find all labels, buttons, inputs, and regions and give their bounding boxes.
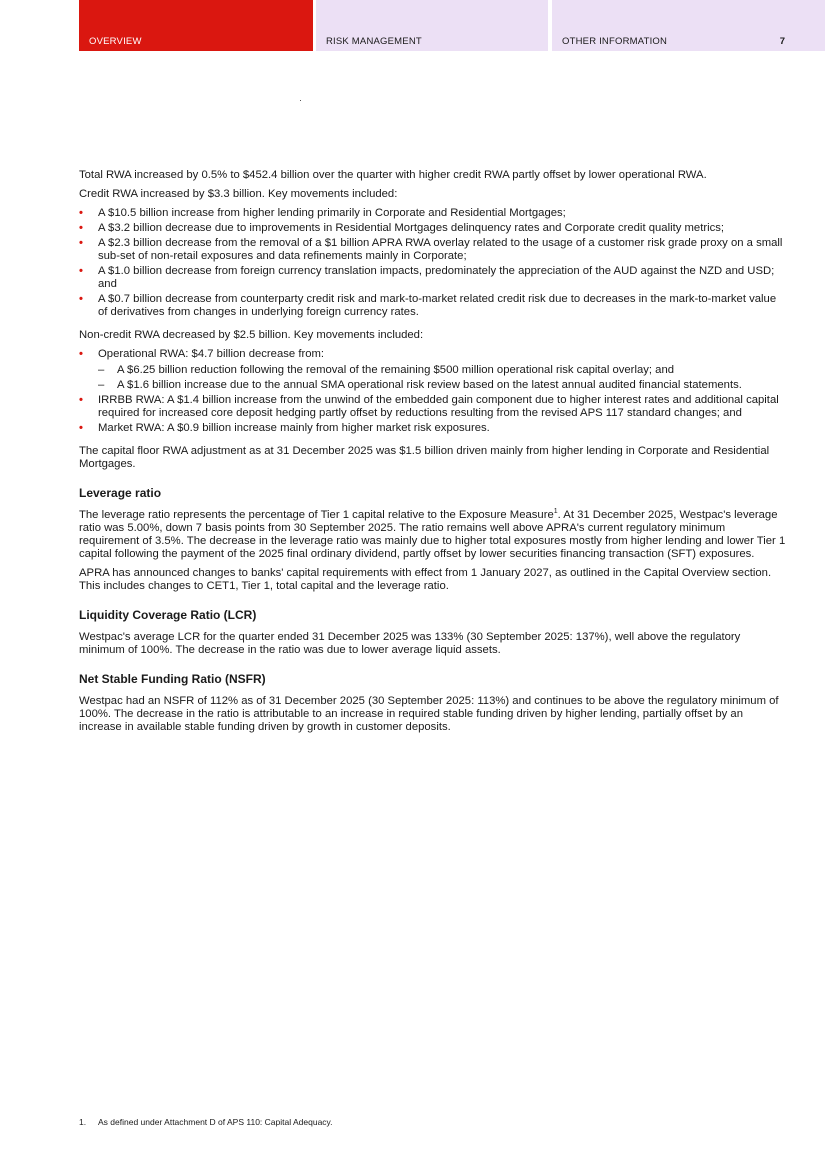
non-credit-list [79,348,787,435]
operational-sub-list [98,364,787,392]
list-item [79,237,787,263]
footnote-text: As defined under Attachment D of APS 110: Capital Adequacy. [98,1117,333,1127]
dash-icon: – [98,364,105,376]
tab-risk-management[interactable]: RISK MANAGEMENT [316,0,548,51]
intro-paragraph: Total RWA increased by 0.5% to $452.4 billion over the quarter with higher credit RWA partly offset by lower operational RWA. [79,169,707,181]
tab-other-information-label: OTHER INFORMATION [562,36,668,47]
market-rwa-text: Market RWA: A $0.9 billion increase mainly from higher market risk exposures. [98,422,490,434]
list-item [79,293,787,319]
bullet-icon: • [79,394,83,406]
bullet-icon: • [79,293,83,305]
leverage-heading: Leverage ratio [79,486,162,500]
nsfr-paragraph: Westpac had an NSFR of 112% as of 31 December 2025 (30 September 2025: 113%) and continues to be above the regulatory minimum of 100%. The decrease in the ratio is attributable to an increase in required stable funding driven by higher lending, partially offset by an increase in available stable funding driven by growth in customer deposits. [79,695,779,733]
irrbb-rwa-text: IRRBB RWA: A $1.4 billion increase from the unwind of the embedded gain component due to higher interest rates and additional capital required for increased core deposit hedging partly offset by reductions resulting from the revised APS 117 standard changes; and [98,394,779,419]
list-item [79,422,787,435]
footnote-number: 1. [79,1117,87,1127]
non-credit-lead: Non-credit RWA decreased by $2.5 billion. Key movements included: [79,329,424,341]
leverage-paragraph-1 [79,509,787,561]
sub-list-item-text: A $6.25 billion reduction following the removal of the remaining $500 million operational risk capital overlay; and [117,364,675,376]
leverage-text-end: . At 31 December 2025, Westpac's leverage ratio was 5.00%, down 7 basis points from 30 September 2025. The ratio remains well above APRA's current regulatory minimum requirement of 3.5%. The decrease in the leverage ratio was mainly due to higher total exposures mostly from higher lending and lower Tier 1 capital following the payment of the 2025 final ordinary dividend, partly offset by lower securities financing transaction (SFT) exposures. [79,509,786,560]
list-item [79,265,787,291]
page-number: 7 [779,36,785,47]
list-item-text: A $10.5 billion increase from higher lending primarily in Corporate and Residential Mortgages; [98,207,566,219]
list-item [79,222,787,235]
bullet-icon: • [79,207,83,219]
sub-list-item-text: A $1.6 billion increase due to the annual SMA operational risk review based on the latest annual audited financial statements. [117,379,742,391]
list-item [79,394,787,420]
bullet-icon: • [79,348,83,360]
leverage-paragraph-2: APRA has announced changes to banks' capital requirements with effect from 1 January 2027, as outlined in the Capital Overview section. This includes changes to CET1, Tier 1, total capital and the leverage ratio. [79,567,772,592]
dash-icon: – [98,379,105,391]
sub-list-item [79,364,787,377]
list-item [79,207,787,220]
bullet-icon: • [79,237,83,249]
leverage-text-start: The leverage ratio represents the percentage of Tier 1 capital relative to the Exposure Measure [79,509,554,521]
sub-list-item [79,379,787,392]
lcr-heading: Liquidity Coverage Ratio (LCR) [79,608,257,622]
tab-overview[interactable]: OVERVIEW [79,0,313,51]
footnote [79,1117,333,1127]
list-item-text: A $3.2 billion decrease due to improvements in Residential Mortgages delinquency rates and Corporate credit quality metrics; [98,222,725,234]
list-item-text: A $1.0 billion decrease from foreign currency translation impacts, predominately the appreciation of the AUD against the NZD and USD; and [98,265,775,290]
stray-mark [300,100,301,101]
credit-rwa-list [79,207,787,319]
lcr-paragraph: Westpac's average LCR for the quarter ended 31 December 2025 was 133% (30 September 2025: 137%), well above the regulatory minimum of 100%. The decrease in the ratio was due to lower average liquid assets. [79,631,741,656]
nsfr-heading: Net Stable Funding Ratio (NSFR) [79,672,266,686]
credit-rwa-lead: Credit RWA increased by $3.3 billion. Key movements included: [79,188,398,200]
bullet-icon: • [79,222,83,234]
capital-floor-paragraph: The capital floor RWA adjustment as at 31 December 2025 was $1.5 billion driven mainly from higher lending in Corporate and Residential Mortgages. [79,445,770,470]
bullet-icon: • [79,265,83,277]
list-item-text: A $0.7 billion decrease from counterparty credit risk and mark-to-market related credit risk due to decreases in the mark-to-market value of derivatives from changes in underlying foreign currency rates. [98,293,777,318]
document-body [79,169,787,740]
list-item-text: A $2.3 billion decrease from the removal of a $1 billion APRA RWA overlay related to the usage of a customer risk grade proxy on a small sub-set of non-retail exposures and data refinements mainly in Corporate; [98,237,783,262]
operational-rwa-text: Operational RWA: $4.7 billion decrease from: [98,348,325,360]
footnote-ref[interactable]: 1 [553,508,558,516]
bullet-icon: • [79,422,83,434]
list-item [79,348,787,392]
